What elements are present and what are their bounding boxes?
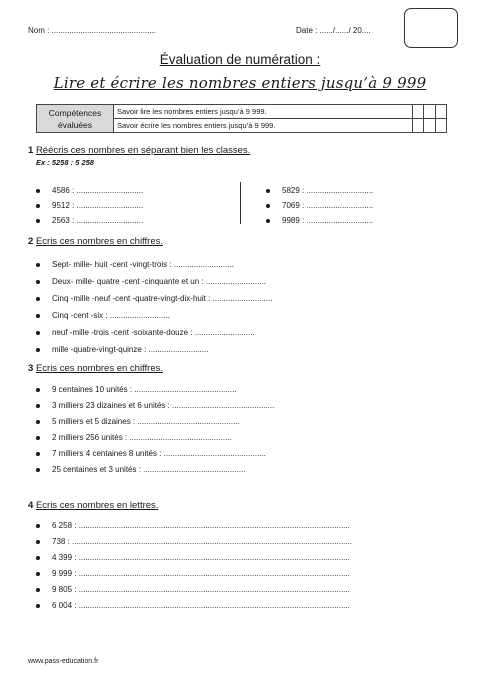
score-cell xyxy=(413,119,424,133)
list-item: 2 milliers 256 unités : .............................................. xyxy=(30,430,274,446)
list-item: 9989 : .............................. xyxy=(260,213,373,228)
score-cell xyxy=(435,105,446,119)
date-field-label: Date : ....../....../ 20.... xyxy=(296,26,371,35)
list-item: 3 milliers 23 dizaines et 6 unités : .............................................. xyxy=(30,398,274,414)
list-item: 4586 : .............................. xyxy=(30,183,143,198)
page-subtitle xyxy=(0,74,480,92)
section-1-right-list xyxy=(260,183,373,228)
name-field-label: Nom : ............................................... xyxy=(28,26,157,35)
list-item: 9 centaines 10 unités : .............................................. xyxy=(30,382,274,398)
list-item: Deux- mille- quatre -cent -cinquante et un : ........................... xyxy=(30,273,273,290)
list-item: 9 805 : .......................................................................................................................... xyxy=(30,582,352,598)
list-item: Sept- mille- huit -cent -vingt-trois : ........................... xyxy=(30,256,273,273)
section-number: 2 xyxy=(28,236,34,247)
section-number: 1 xyxy=(28,145,34,156)
footer-url: www.pass-education.fr xyxy=(28,658,99,665)
subtitle-text: Lire et écrire les nombres entiers jusqu’à 9 999 xyxy=(53,74,427,92)
list-item: neuf -mille -trois -cent -soixante-douze : ........................... xyxy=(30,324,273,341)
title-main: Évaluation de numération xyxy=(159,52,313,67)
list-item: 5829 : .............................. xyxy=(260,183,373,198)
list-item: 5 milliers et 5 dizaines : .............................................. xyxy=(30,414,274,430)
section-2-list xyxy=(30,256,273,358)
list-item: 6 258 : .......................................................................................................................... xyxy=(30,518,352,534)
list-item: 2563 : .............................. xyxy=(30,213,143,228)
score-cell xyxy=(413,105,424,119)
list-item: 9 999 : .......................................................................................................................... xyxy=(30,566,352,582)
list-item: Cinq -mille -neuf -cent -quatre-vingt-dix-huit : ........................... xyxy=(30,290,273,307)
list-item: 9512 : .............................. xyxy=(30,198,143,213)
section-number: 4 xyxy=(28,500,34,511)
section-4-heading xyxy=(28,500,158,511)
competences-table xyxy=(36,104,447,133)
list-item: 738 : .............................................................................................................................. xyxy=(30,534,352,550)
list-item: 4 399 : .......................................................................................................................... xyxy=(30,550,352,566)
grade-box xyxy=(404,8,458,48)
score-cell xyxy=(424,119,435,133)
list-item: Cinq -cent -six : ........................... xyxy=(30,307,273,324)
competence-row-2: Savoir écrire les nombres entiers jusqu’à 9 999. xyxy=(114,119,413,133)
list-item: 25 centaines et 3 unités : .............................................. xyxy=(30,462,274,478)
section-instruction: Ecris ces nombres en chiffres. xyxy=(35,236,164,247)
section-instruction: Ecris ces nombres en lettres. xyxy=(35,500,159,511)
list-item: 7 milliers 4 centaines 8 unités : .............................................. xyxy=(30,446,274,462)
section-4-list xyxy=(30,518,352,614)
list-item: 7069 : .............................. xyxy=(260,198,373,213)
section-instruction: Ecris ces nombres en chiffres. xyxy=(35,363,164,374)
section-1-heading xyxy=(28,145,250,156)
score-cell xyxy=(435,119,446,133)
section-number: 3 xyxy=(28,363,34,374)
example-text: Ex : 5258 : 5 258 xyxy=(36,158,94,167)
section-2-heading xyxy=(28,236,163,247)
list-item: 6 004 : .......................................................................................................................... xyxy=(30,598,352,614)
title-colon: : xyxy=(312,52,321,67)
competences-label: Compétences évaluées xyxy=(37,105,114,133)
section-instruction: Réécris ces nombres en séparant bien les classes. xyxy=(35,145,251,156)
section-3-heading xyxy=(28,363,163,374)
competence-row-1: Savoir lire les nombres entiers jusqu’à 9 999. xyxy=(114,105,413,119)
section-1-left-list xyxy=(30,183,143,228)
section-3-list xyxy=(30,382,274,478)
score-cell xyxy=(424,105,435,119)
list-item: mille -quatre-vingt-quinze : ........................... xyxy=(30,341,273,358)
page-title xyxy=(0,52,480,67)
column-divider xyxy=(240,182,241,224)
